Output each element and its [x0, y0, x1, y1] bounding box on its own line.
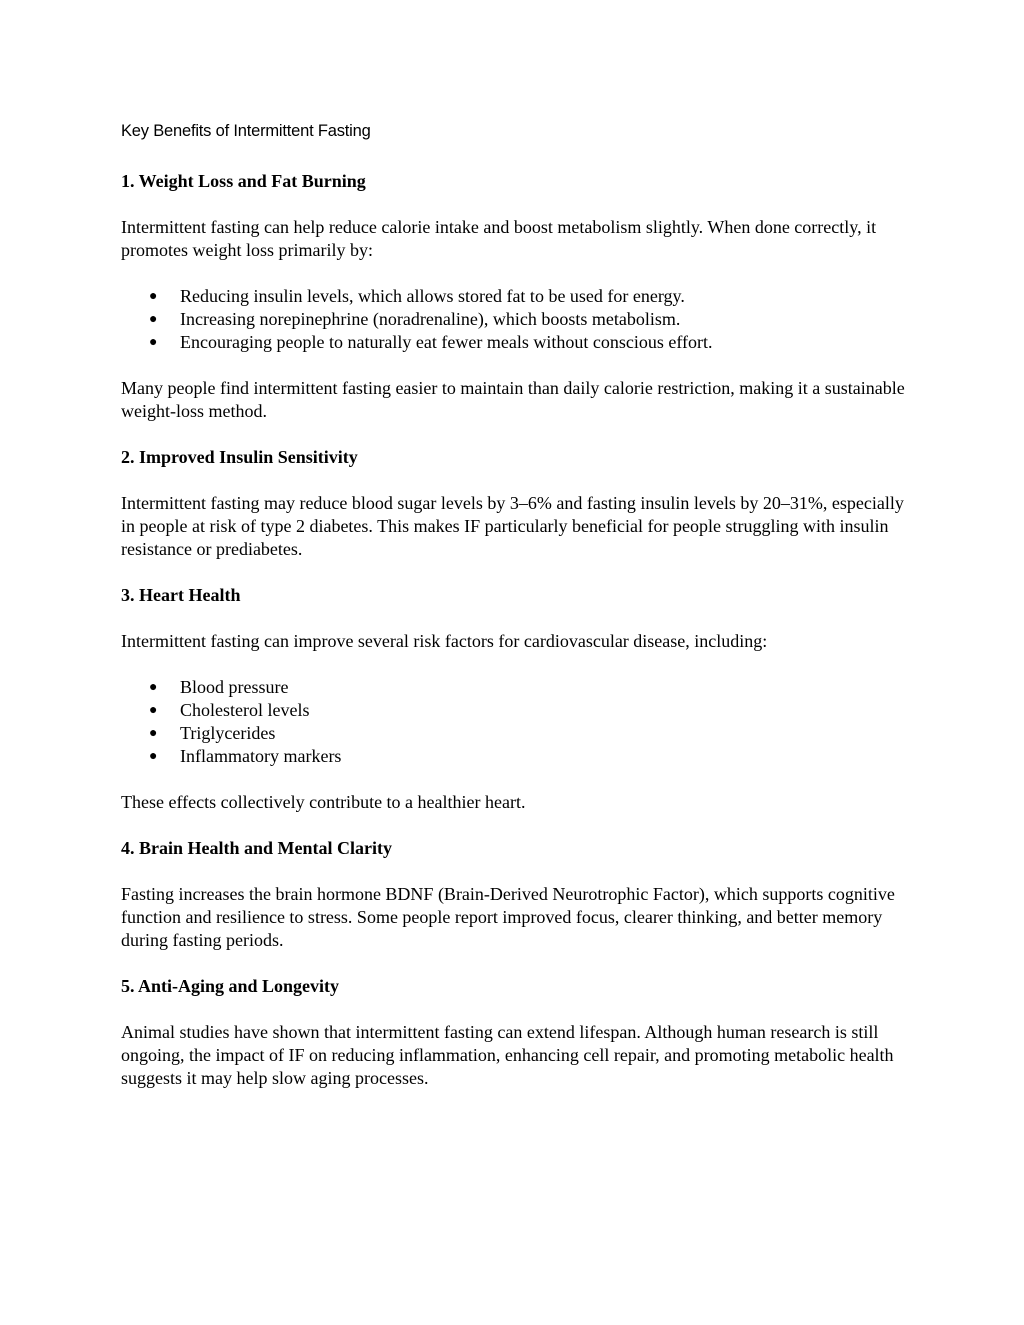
- section-weight-loss: [121, 170, 911, 423]
- section-insulin-sensitivity: [121, 446, 911, 561]
- section-paragraph: Animal studies have shown that intermittent fasting can extend lifespan. Although human research is still ongoing, the impact of IF on reducing inflammation, enhancing cell repair, and promoting metabolic health suggests it may help slow aging processes.: [121, 1022, 894, 1088]
- bullet-icon: ●: [149, 312, 158, 327]
- section-paragraph: Fasting increases the brain hormone BDNF (Brain-Derived Neurotrophic Factor), which supports cognitive function and resilience to stress. Some people report improved focus, clearer thinking, and better memory during fasting periods.: [121, 884, 895, 950]
- bullet-icon: ●: [149, 680, 158, 695]
- list-item: [121, 285, 911, 308]
- document-title: Key Benefits of Intermittent Fasting: [121, 122, 371, 140]
- section-heading: 5. Anti-Aging and Longevity: [121, 976, 340, 996]
- list-item-text: Blood pressure: [180, 677, 289, 697]
- section-anti-aging: [121, 975, 911, 1090]
- bullet-icon: ●: [149, 726, 158, 741]
- bullet-icon: ●: [149, 749, 158, 764]
- list-item: [121, 699, 911, 722]
- section-heading: 3. Heart Health: [121, 585, 241, 605]
- list-item: [121, 308, 911, 331]
- list-item-text: Reducing insulin levels, which allows stored fat to be used for energy.: [180, 286, 685, 306]
- section-heading: 4. Brain Health and Mental Clarity: [121, 838, 392, 858]
- list-item: [121, 676, 911, 699]
- section-brain-health: [121, 837, 911, 952]
- section-paragraph: Intermittent fasting may reduce blood sugar levels by 3–6% and fasting insulin levels by 20–31%, especially in people at risk of type 2 diabetes. This makes IF particularly beneficial for people struggling with insulin resistance or prediabetes.: [121, 493, 904, 559]
- list-item: [121, 745, 911, 768]
- list-item-text: Cholesterol levels: [180, 700, 310, 720]
- section-heading: 2. Improved Insulin Sensitivity: [121, 447, 358, 467]
- bullet-icon: ●: [149, 703, 158, 718]
- list-item-text: Increasing norepinephrine (noradrenaline), which boosts metabolism.: [180, 309, 681, 329]
- section-paragraph: These effects collectively contribute to a healthier heart.: [121, 792, 526, 812]
- bullet-icon: ●: [149, 335, 158, 350]
- section-heart-health: [121, 584, 911, 814]
- list-item-text: Inflammatory markers: [180, 746, 342, 766]
- bullet-list: [121, 676, 911, 768]
- list-item-text: Encouraging people to naturally eat fewer meals without conscious effort.: [180, 332, 713, 352]
- section-paragraph: Intermittent fasting can improve several risk factors for cardiovascular disease, including:: [121, 631, 768, 651]
- list-item-text: Triglycerides: [180, 723, 276, 743]
- list-item: [121, 722, 911, 745]
- bullet-icon: ●: [149, 289, 158, 304]
- bullet-list: [121, 285, 911, 354]
- document-body: [121, 120, 911, 1113]
- section-heading: 1. Weight Loss and Fat Burning: [121, 171, 366, 191]
- list-item: [121, 331, 911, 354]
- section-paragraph: Intermittent fasting can help reduce calorie intake and boost metabolism slightly. When done correctly, it promotes weight loss primarily by:: [121, 217, 877, 260]
- section-paragraph: Many people find intermittent fasting easier to maintain than daily calorie restriction, making it a sustainable weight-loss method.: [121, 378, 905, 421]
